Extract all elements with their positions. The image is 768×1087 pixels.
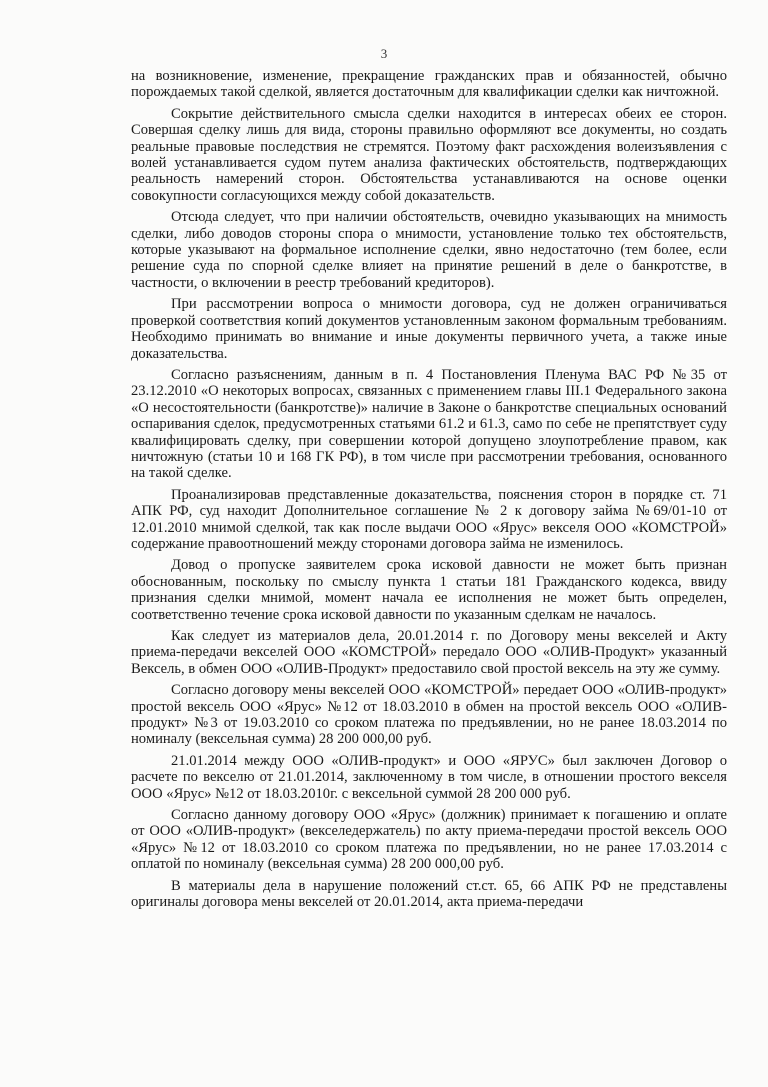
paragraph: 21.01.2014 между ООО «ОЛИВ-продукт» и ООО «ЯРУС» был заключен Договор о расчете по векселю от 21.01.2014, заключенному в том числе, в отношении простого векселя ООО «Ярус» №12 от 18.03.2010г. с вексельной суммой 28 200 000 руб.: [131, 752, 727, 802]
paragraph: Проанализировав представленные доказательства, пояснения сторон в порядке ст. 71 АПК РФ, суд находит Дополнительное соглашение № 2 к договору займа №69/01-10 от 12.01.2010 мнимой сделкой, так как после выдачи ООО «Ярус» векселя ООО «КОМСТРОЙ» содержание правоотношений между сторонами договора займа не изменилось.: [131, 486, 727, 552]
paragraph: Как следует из материалов дела, 20.01.2014 г. по Договору мены векселей и Акту приема-передачи векселей ООО «КОМСТРОЙ» передало ООО «ОЛИВ-Продукт» указанный Вексель, в обмен ООО «ОЛИВ-Продукт» предоставило свой простой вексель на эту же сумму.: [131, 628, 727, 677]
paragraph: на возникновение, изменение, прекращение гражданских прав и обязанностей, обычно порождаемых такой сделкой, является достаточным для квалификации сделки как ничтожной.: [131, 68, 727, 101]
paragraph: Отсюда следует, что при наличии обстоятельств, очевидно указывающих на мнимость сделки, либо доводов стороны спора о мнимости, установление только тех обстоятельств, которые указывают на формальное исполнение сделки, явно недостаточно (тем более, если решение суда по спорной сделке влияет на принятие решений в деле о банкротстве, в частности, о включении в реестр требований кредиторов).: [131, 209, 727, 291]
paragraph: В материалы дела в нарушение положений ст.ст. 65, 66 АПК РФ не представлены оригиналы договора мены векселей от 20.01.2014, акта приема-передачи: [131, 877, 727, 911]
paragraph: Согласно данному договору ООО «Ярус» (должник) принимает к погашению и оплате от ООО «ОЛИВ-продукт» (векселедержатель) по акту приема-передачи простой вексель ООО «Ярус» №12 от 18.03.2010 со сроком платежа по предъявлении, но не ранее 17.03.2014 с оплатой по номиналу (вексельная сумма) 28 200 000,00 руб.: [131, 807, 727, 873]
paragraph: Довод о пропуске заявителем срока исковой давности не может быть признан обоснованным, поскольку по смыслу пункта 1 статьи 181 Гражданского кодекса, ввиду признания сделки мнимой, момент начала ее исполнения не может быть определен, соответственно течение срока исковой давности по указанным сделкам не началось.: [131, 557, 727, 623]
document-body: [131, 68, 727, 911]
paragraph: При рассмотрении вопроса о мнимости договора, суд не должен ограничиваться проверкой соответствия копий документов установленным законом формальным требованиям. Необходимо принимать во внимание и иные документы первичного учета, а также иные доказательства.: [131, 296, 727, 362]
page-number: 3: [380, 46, 388, 61]
paragraph: Сокрытие действительного смысла сделки находится в интересах обеих ее сторон. Совершая сделку лишь для вида, стороны правильно оформляют все документы, но создать реальные правовые последствия не стремятся. Поэтому факт расхождения волеизъявления с волей устанавливается судом путем анализа фактических обстоятельств, подтверждающих реальность намерений сторон. Обстоятельства устанавливаются на основе оценки совокупности согласующихся между собой доказательств.: [131, 105, 727, 204]
paragraph: Согласно разъяснениям, данным в п. 4 Постановления Пленума ВАС РФ №35 от 23.12.2010 «О некоторых вопросах, связанных с применением главы III.1 Федерального закона «О несостоятельности (банкротстве)» наличие в Законе о банкротстве специальных оснований оспаривания сделок, предусмотренных статьями 61.2 и 61.3, само по себе не препятствует суду квалифицировать сделку, при совершении которой допущено злоупотребление правом, как ничтожную (статьи 10 и 168 ГК РФ), в том числе при рассмотрении требования, основанного на такой сделке.: [131, 366, 727, 482]
paragraph: Согласно договору мены векселей ООО «КОМСТРОЙ» передает ООО «ОЛИВ-продукт» простой вексель ООО «Ярус» №12 от 18.03.2010 в обмен на простой вексель ООО «ОЛИВ-продукт» №3 от 19.03.2010 со сроком платежа по предъявлении, но не ранее 18.03.2014 по номиналу (вексельная сумма) 28 200 000,00 руб.: [131, 682, 727, 748]
